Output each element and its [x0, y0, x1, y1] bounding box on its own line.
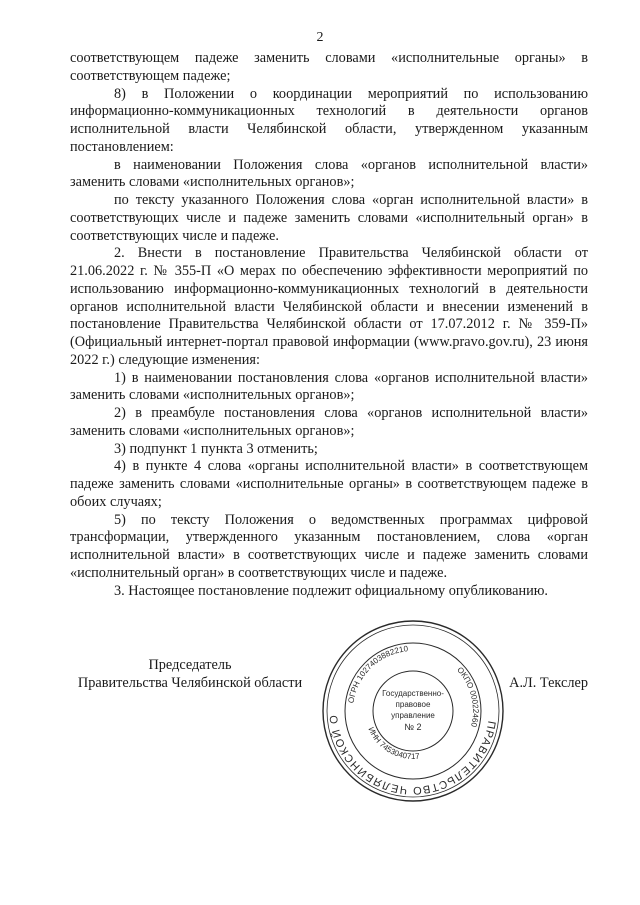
paragraph: 2) в преамбуле постановления слова «органов исполнительной власти» заменить словами «исполнительных органов»; — [70, 405, 588, 439]
seal-center-line-2: правовое — [395, 700, 431, 709]
seal-ogrn-text: ОГРН 1027403882210 — [346, 644, 409, 704]
signature-block — [70, 644, 588, 797]
seal-center-line-1: Государственно- — [382, 689, 444, 698]
paragraph: в наименовании Положения слова «органов исполнительной власти» заменить словами «исполнительных органов»; — [70, 156, 588, 191]
signatory-title-line-2: Правительства Челябинской области — [77, 675, 303, 691]
paragraph: по тексту указанного Положения слова «орган исполнительной власти» в соответствующих числе и падеже заменить словами «исполнительный орган» в соответствующих числе и падеже. — [70, 192, 588, 244]
page-number: 2 — [316, 30, 324, 45]
paragraph: 5) по тексту Положения о ведомственных программах цифровой трансформации, утвержденного указанным постановлением, слова «орган исполнительной власти» в соответствующих числе и падеже заменить словами «исполнительный орган» в соответствующих числе и падеже. — [70, 511, 588, 581]
seal-center-line-4: № 2 — [404, 722, 422, 732]
signatory-name: А.Л. Текслер — [509, 675, 588, 691]
paragraph: 2. Внести в постановление Правительства Челябинской области от 21.06.2022 г. № 355-П «О мерах по обеспечению эффективности мероприятий по использованию информационно-коммуникационных технологий в деятельности органов исполнительной власти Челябинской области и внесении изменений в постановление Правительства Челябинской области от 17.07.2012 г. № 359-П» (Официальный интернет-портал правовой информации (www.pravo.gov.ru), 23 июня 2022 г.) следующие изменения: — [70, 245, 588, 368]
seal-center-line-3: управление — [391, 711, 435, 720]
signatory-title — [70, 656, 310, 692]
paragraph: 1) в наименовании постановления слова «органов исполнительной власти» заменить словами «исполнительных органов»; — [70, 369, 588, 404]
paragraph: соответствующем падеже заменить словами «исполнительные органы» в соответствующем падеже; — [70, 50, 588, 84]
document-body — [70, 50, 588, 600]
paragraph: 4) в пункте 4 слова «органы исполнительной власти» в соответствующем падеже заменить словами «исполнительные органы» в соответствующем падеже в обоих случаях; — [70, 458, 588, 510]
seal-outer-text: ПРАВИТЕЛЬСТВО ЧЕЛЯБИНСКОЙ О — [327, 713, 498, 797]
paragraph: 3. Настоящее постановление подлежит официальному опубликованию. — [114, 582, 549, 599]
paragraph: 8) в Положении о координации мероприятий по использованию информационно-коммуникационных технологий в деятельности органов исполнительной власти Челябинской области, утвержденном указанным постановлением: — [70, 85, 588, 155]
official-seal — [318, 616, 508, 806]
signatory-title-line-1: Председатель — [148, 657, 232, 673]
seal-okpo-text: ОКПО 00022460 — [455, 665, 481, 728]
seal-inn-text: ИНН 7453040717 — [366, 725, 420, 762]
svg-text:ОКПО 00022460 — [455, 665, 480, 728]
paragraph: 3) подпункт 1 пункта 3 отменить; — [114, 440, 318, 457]
